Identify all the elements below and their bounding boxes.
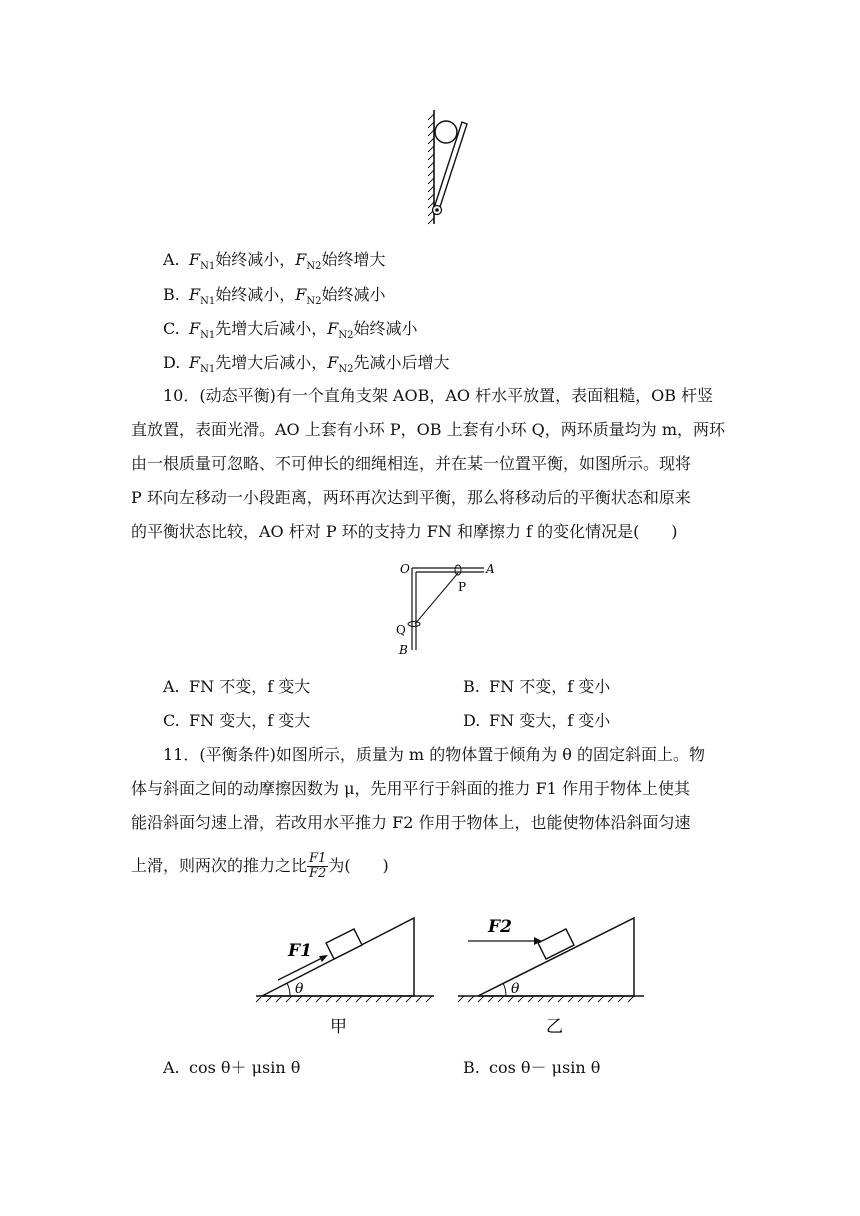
force-label-f2: F2	[488, 917, 512, 937]
q9-option-b[interactable]: B. $F_{N1}$始终减小，$F_{N2}$始终减小	[163, 285, 386, 308]
q9-option-c[interactable]: C. $F_{N1}$先增大后减小，$F_{N2}$始终减小	[163, 319, 418, 342]
q11-figure	[238, 900, 658, 1046]
q11-line-4: 上滑，则两次的推力之比 $\frac{F1}{F2}$ 为( )	[131, 851, 389, 881]
label-o: O	[400, 562, 410, 576]
q10-line-2: 直放置，表面光滑。AO 上套有小环 P，OB 上套有小环 Q，两环质量均为 m，两环	[131, 420, 726, 439]
ring-q	[408, 622, 420, 627]
q10-line-4: P 环向左移动一小段距离，两环再次达到平衡，那么将移动后的平衡状态和原来	[131, 488, 691, 507]
q9-option-a[interactable]: A. $F_{N1}$始终减小，$F_{N2}$始终增大	[163, 250, 386, 273]
incline-left	[256, 918, 434, 1037]
q11-line-3: 能沿斜面匀速上滑，若改用水平推力 F2 作用于物体上，也能使物体沿斜面匀速	[131, 813, 691, 832]
block-right	[538, 929, 574, 959]
q11-option-b[interactable]: B. cos θ－ μsin θ	[463, 1058, 601, 1077]
q10-option-b[interactable]: B. FN 不变，f 变小	[463, 677, 611, 696]
label-a: A	[486, 562, 495, 576]
caption-yi: 乙	[546, 1017, 563, 1037]
q10-line-1: 10．(动态平衡)有一个直角支架 AOB，AO 杆水平放置，表面粗糙，OB 杆竖	[163, 386, 714, 405]
label-p: P	[458, 580, 467, 594]
q9-option-d[interactable]: D. $F_{N1}$先增大后减小，$F_{N2}$先减小后增大	[163, 353, 450, 376]
q10-line-5: 的平衡状态比较，AO 杆对 P 环的支持力 FN 和摩擦力 f 的变化情况是( )	[131, 522, 678, 541]
q10-figure	[388, 556, 508, 662]
ball	[435, 121, 457, 143]
q9-figure	[420, 106, 480, 236]
q10-option-a[interactable]: A. FN 不变，f 变大	[163, 677, 311, 696]
incline-right	[458, 917, 644, 1037]
q11-option-a[interactable]: A. cos θ＋ μsin θ	[163, 1058, 301, 1077]
block-left	[326, 929, 362, 959]
q11-line-2: 体与斜面之间的动摩擦因数为 μ，先用平行于斜面的推力 F1 作用于物体上使其	[131, 779, 690, 798]
q10-option-d[interactable]: D. FN 变大，f 变小	[463, 711, 611, 730]
caption-jia: 甲	[330, 1017, 347, 1037]
theta-left: θ	[295, 981, 304, 997]
q10-option-c[interactable]: C. FN 变大，f 变大	[163, 711, 311, 730]
force-label-f1: F1	[288, 941, 312, 961]
label-q: Q	[396, 623, 406, 637]
label-b: B	[399, 643, 408, 657]
force-ratio-fraction: $\frac{F1}{F2}$	[309, 851, 327, 881]
q10-line-3: 由一根质量可忽略、不可伸长的细绳相连，并在某一位置平衡，如图所示。现将	[131, 454, 692, 473]
theta-right: θ	[511, 981, 520, 997]
string	[415, 573, 458, 624]
q11-line-1: 11．(平衡条件)如图所示，质量为 m 的物体置于倾角为 θ 的固定斜面上。物	[163, 745, 705, 764]
